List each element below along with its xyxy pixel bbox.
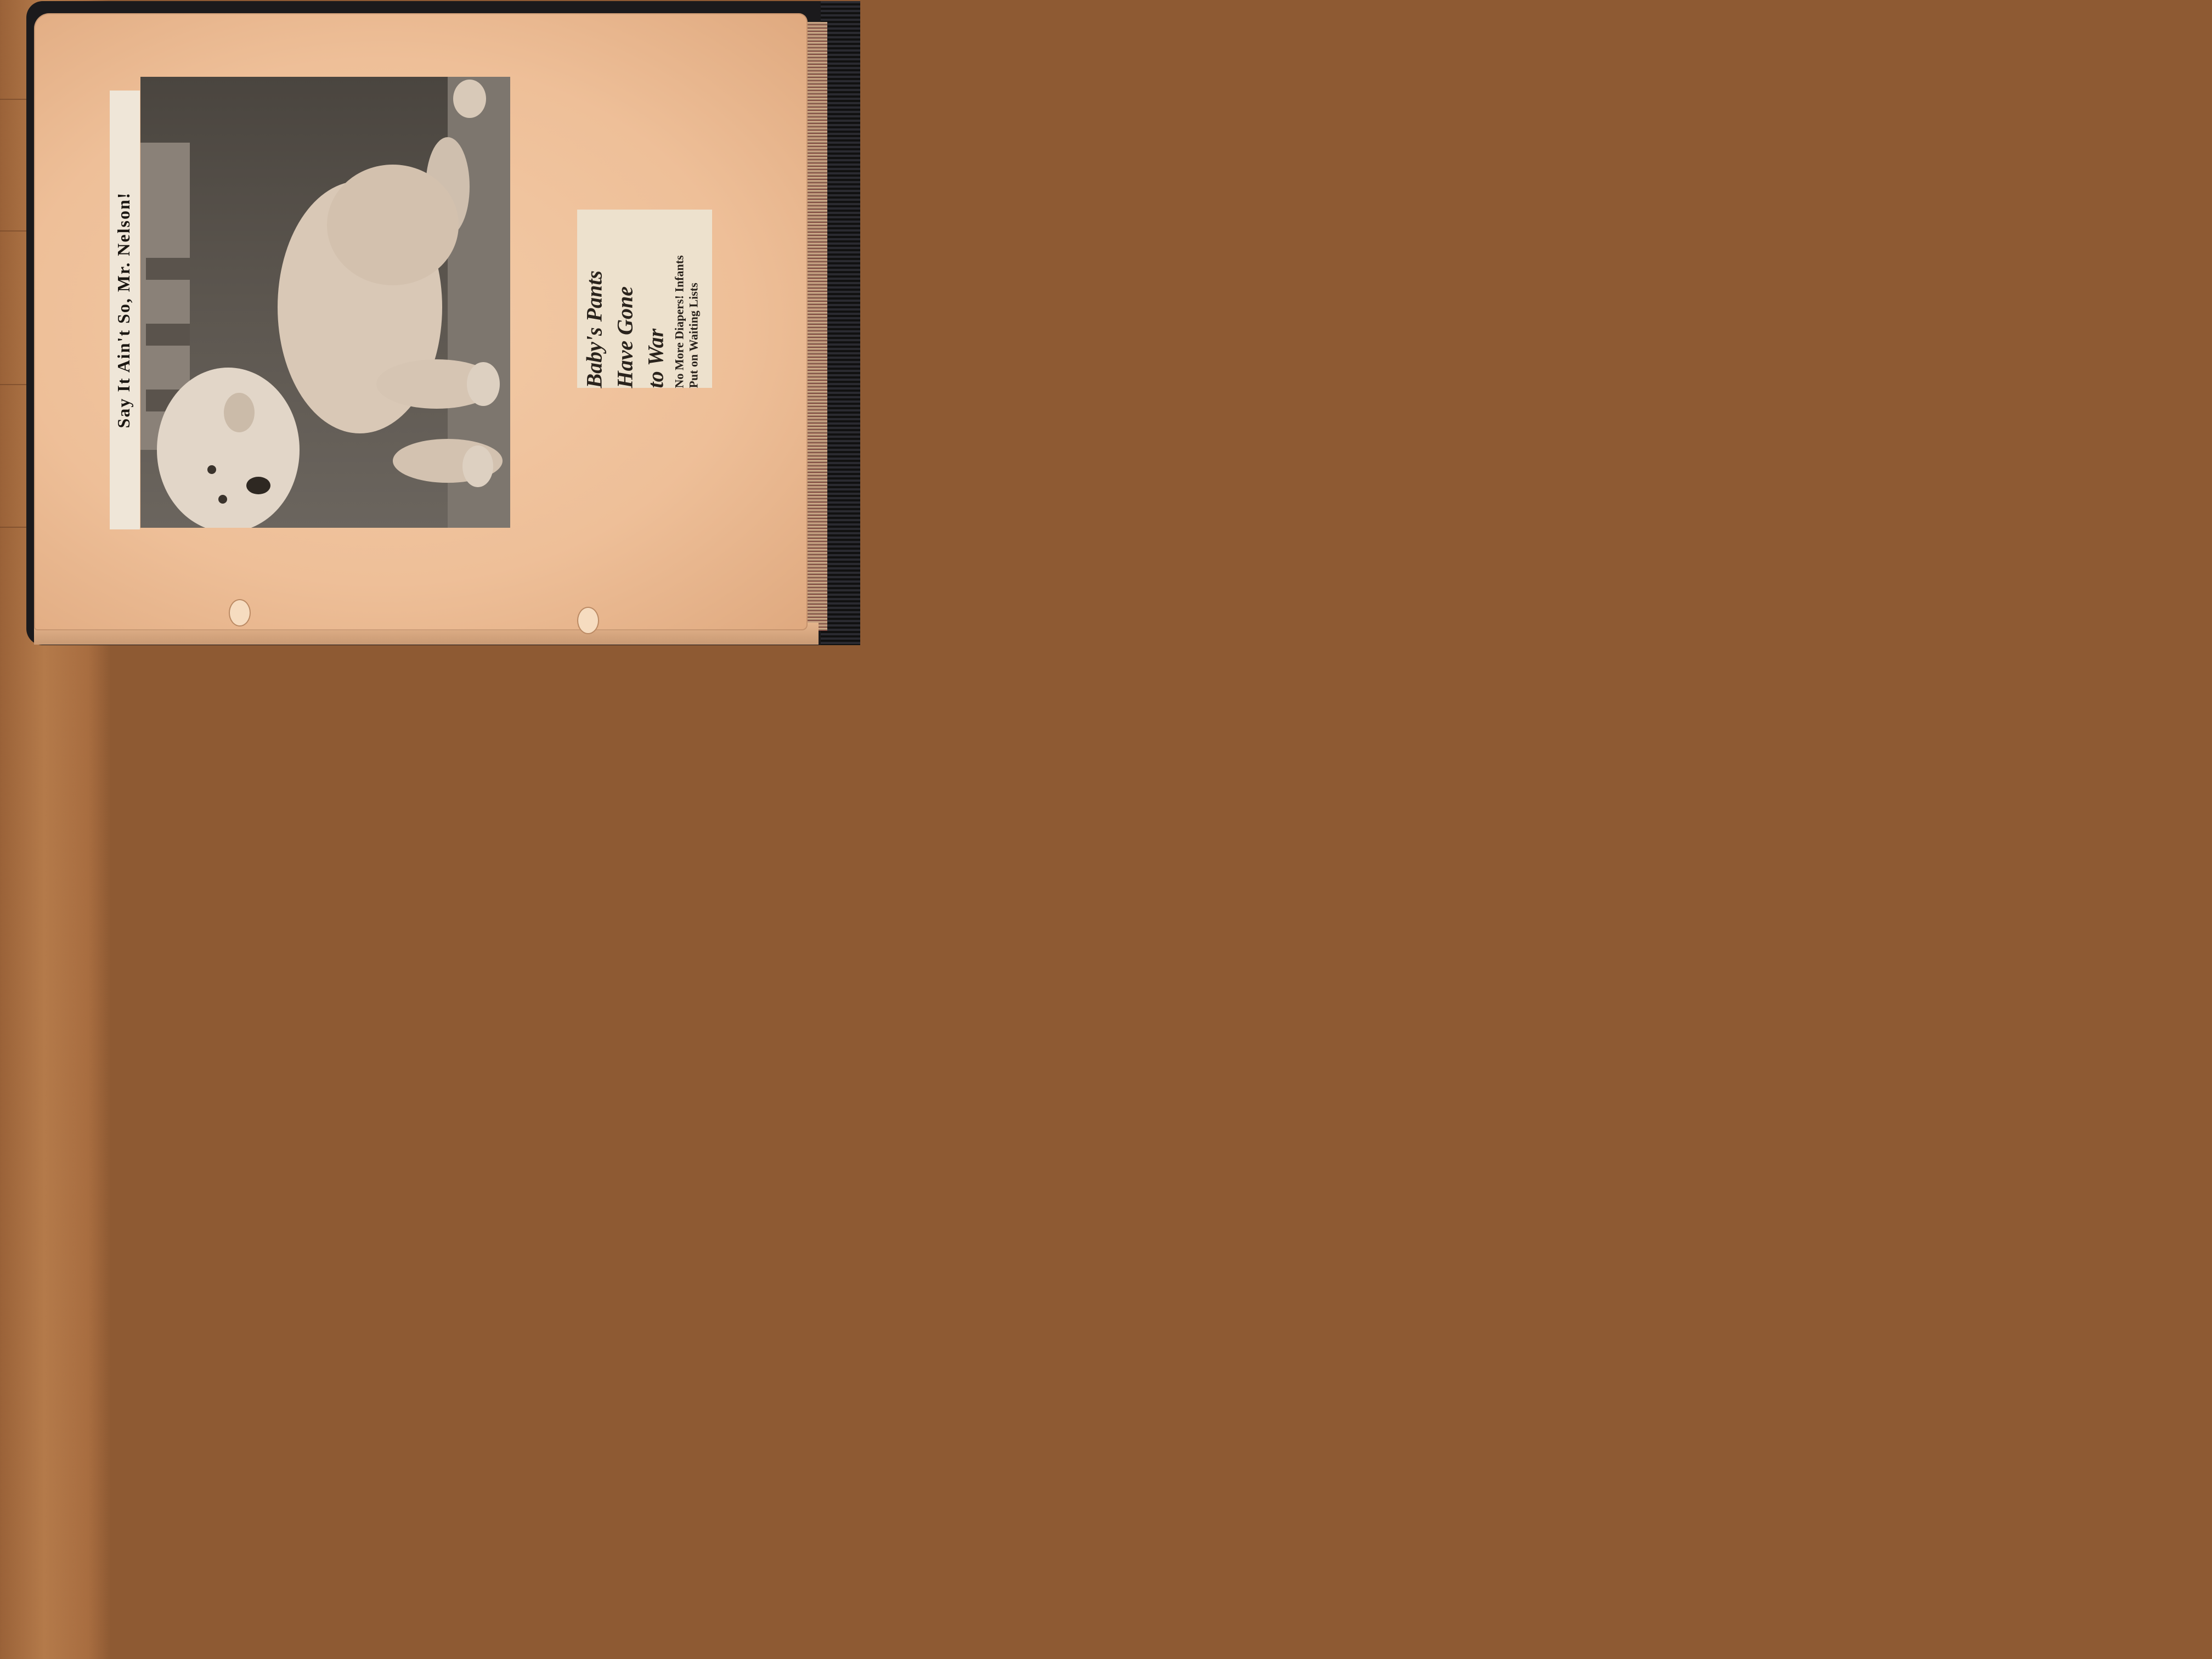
chair-pattern bbox=[146, 324, 190, 346]
photo-caption: Say It Ain't So, Mr. Nelson! bbox=[114, 191, 133, 428]
headline bbox=[579, 210, 672, 388]
baby-foot bbox=[453, 80, 486, 118]
chair-pattern bbox=[146, 258, 190, 280]
subhead bbox=[673, 210, 701, 388]
photo-clipping bbox=[110, 77, 510, 529]
baby-mouth bbox=[246, 477, 270, 494]
headline-line: to War bbox=[643, 328, 668, 388]
headline-line: Baby's Pants bbox=[582, 270, 607, 388]
page-stack bbox=[805, 22, 827, 631]
punch-hole bbox=[577, 607, 599, 634]
headline-clipping bbox=[577, 210, 712, 388]
subhead-line: Put on Waiting Lists bbox=[686, 283, 701, 388]
baby-hand bbox=[462, 445, 493, 487]
baby-hand bbox=[467, 362, 500, 406]
headline-clipping-content bbox=[577, 210, 712, 388]
baby-photo bbox=[140, 77, 510, 528]
subhead-line: No More Diapers! Infants bbox=[672, 255, 686, 388]
baby-eye bbox=[207, 465, 216, 474]
baby-ear bbox=[224, 393, 255, 432]
baby-hip bbox=[327, 165, 459, 285]
headline-line: Have Gone bbox=[612, 286, 637, 388]
baby-head bbox=[157, 368, 300, 528]
punch-hole bbox=[229, 599, 251, 627]
baby-eye bbox=[218, 495, 227, 504]
baby-illustration bbox=[140, 77, 510, 528]
